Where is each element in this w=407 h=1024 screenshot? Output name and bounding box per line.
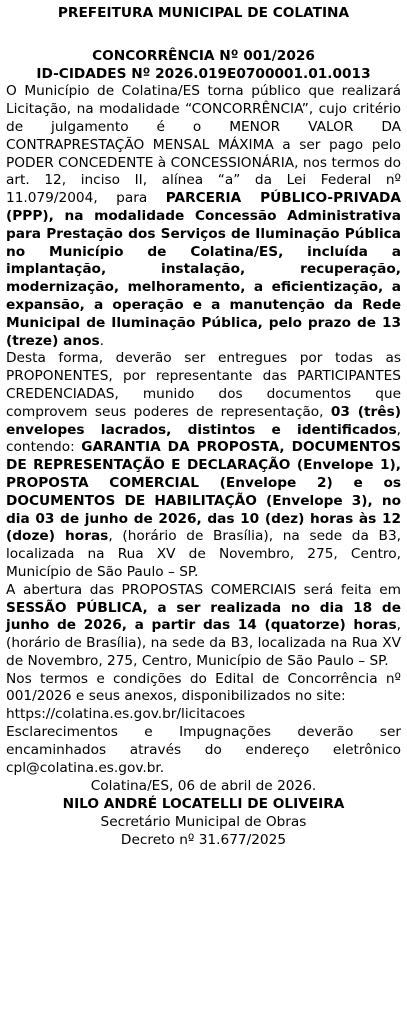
paragraph-opening-intro: A abertura das PROPOSTAS COMERCIAIS será feita em xyxy=(6,581,401,598)
paragraph-delivery-envelopes: 03 (três) envelopes lacrados, distintos e identificados xyxy=(6,403,401,438)
paragraph-object-ppp: PARCERIA PÚBLICO-PRIVADA (PPP), na modalidade Concessão Administrativa para Prestação dos Serviços de Iluminação Pública no Município de Colatina/ES, incluída a implantação, instalação, recuperação, modernização, melhoramento, a eficientização, a expansão, a operação e a manutenção da Rede Municipal de Iluminação Pública, pelo prazo de 13 (treze) anos xyxy=(6,190,401,349)
paragraph-delivery-location: , (horário de Brasília), na sede da B3, localizada na Rua XV de Novembro, 275, Centro, Município de São Paulo – SP. xyxy=(6,528,401,580)
paragraph-opening xyxy=(6,582,401,671)
tender-number: CONCORRÊNCIA Nº 001/2026 xyxy=(92,47,315,64)
place-date: Colatina/ES, 06 de abril de 2026. xyxy=(90,778,317,795)
id-cidades-number: ID-CIDADES Nº 2026.019E0700001.01.0013 xyxy=(36,65,371,82)
paragraph-edital-text: Nos termos e condições do Edital de Concorrência nº 001/2026 e seus anexos, disponibilizados no site: xyxy=(6,670,401,705)
edital-url: https://colatina.es.gov.br/licitacoes xyxy=(6,706,246,723)
paragraph-object-intro: O Município de Colatina/ES torna público que realizará Licitação, na modalidade “CONCORRÊNCIA”, cujo critério de julgamento é o MENOR VALOR DA CONTRAPRESTAÇÃO MENSAL MÁXIMA a ser pago pelo PODER CONCEDENTE à CONCESSIONÁRIA, nos termos do art. 12, inciso II, alínea “a” da Lei Federal nº 11.079/2004, para xyxy=(6,83,401,207)
paragraph-object-end: . xyxy=(99,332,104,349)
signer-name: NILO ANDRÉ LOCATELLI DE OLIVEIRA xyxy=(62,796,345,813)
paragraph-delivery xyxy=(6,350,401,581)
signer-decree: Decreto nº 31.677/2025 xyxy=(120,831,287,848)
paragraph-delivery-intro: Desta forma, deverão ser entregues por todas as PROPONENTES, por representante das PARTICIPANTES CREDENCIADAS, munido dos documentos que comprovem seus poderes de representação, xyxy=(6,350,401,420)
paragraph-opening-location: , (horário de Brasília), na sede da B3, localizada na Rua XV de Novembro, 275, Centro, Município de São Paulo – SP. xyxy=(6,617,401,669)
paragraph-opening-session: SESSÃO PÚBLICA, a ser realizada no dia 18 de junho de 2026, a partir das 14 (quatorze) horas xyxy=(6,599,401,634)
city-hall-title: PREFEITURA MUNICIPAL DE COLATINA xyxy=(57,5,350,21)
paragraph-delivery-containing: , contendo: xyxy=(6,421,401,456)
paragraph-delivery-contents: GARANTIA DA PROPOSTA, DOCUMENTOS DE REPRESENTAÇÃO E DECLARAÇÃO (Envelope 1), PROPOSTA COMERCIAL (Envelope 2) e os DOCUMENTOS DE HABILITAÇÃO (Envelope 3), no dia 03 de junho de 2026, das 10 (dez) horas às 12 (doze) horas xyxy=(6,439,402,545)
paragraph-edital xyxy=(6,671,401,724)
paragraph-object xyxy=(6,83,401,350)
signer-office: Secretário Municipal de Obras xyxy=(100,814,307,831)
paragraph-clarifications: Esclarecimentos e Impugnações deverão ser encaminhados através do endereço eletrônico cpl@colatina.es.gov.br. xyxy=(6,724,401,776)
